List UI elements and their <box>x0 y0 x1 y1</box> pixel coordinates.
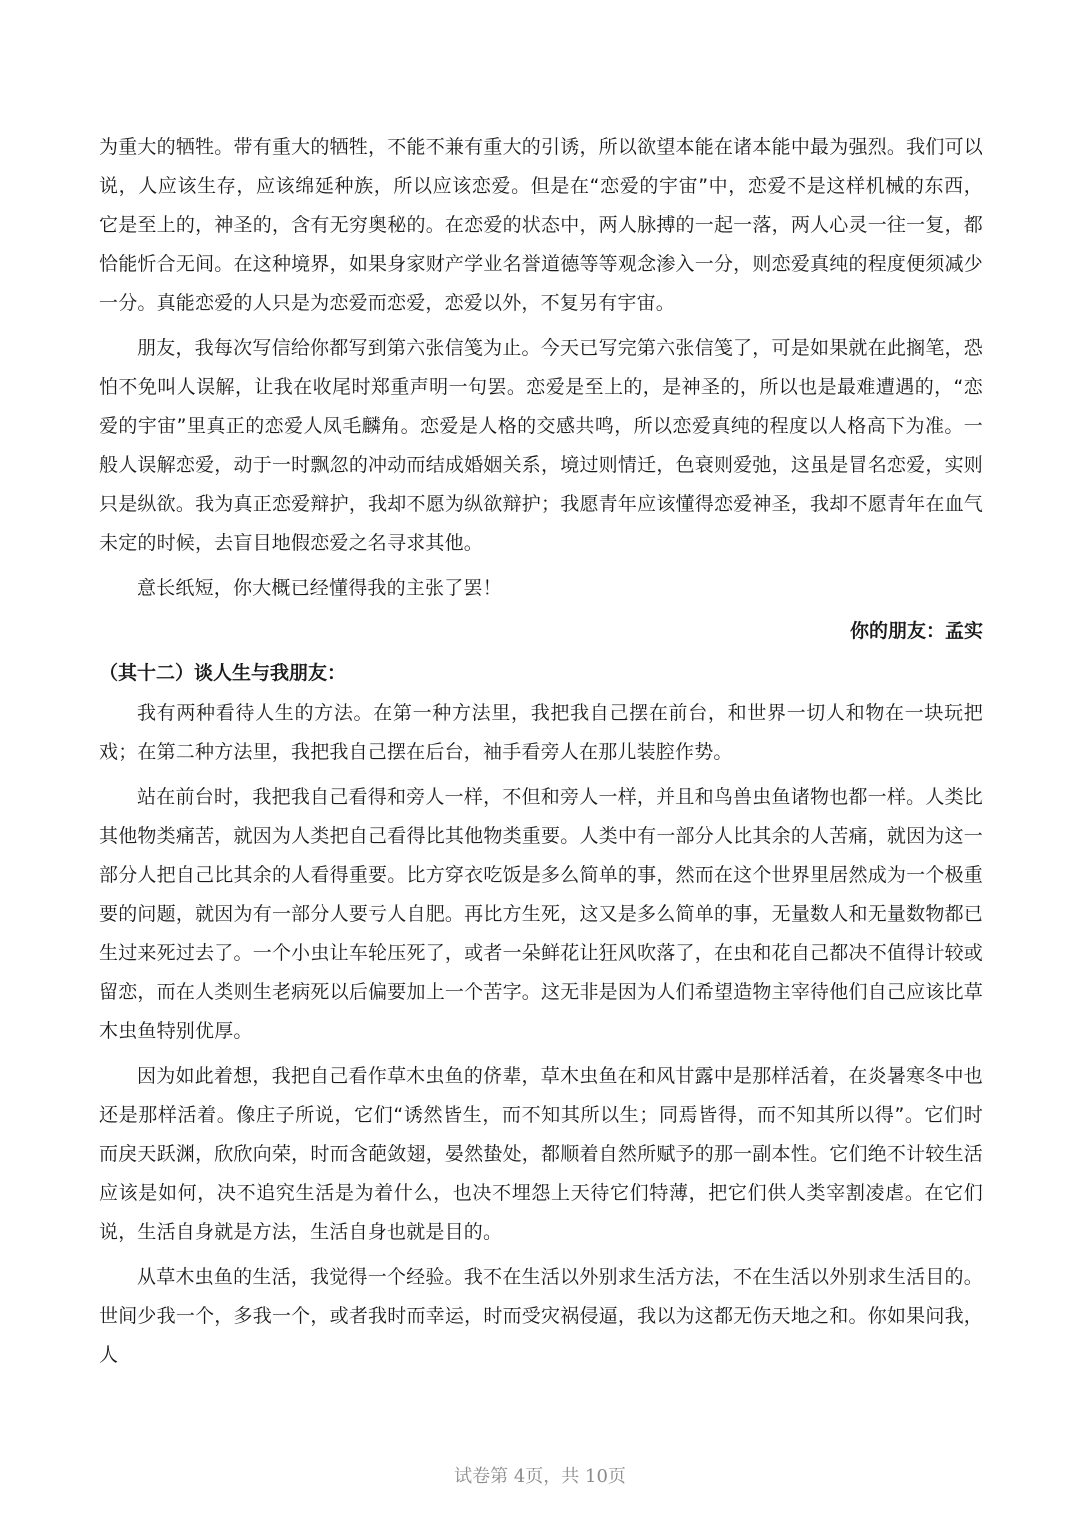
paragraph-4: 我有两种看待人生的方法。在第一种方法里，我把我自己摆在前台，和世界一切人和物在一块玩把戏；在第二种方法里，我把我自己摆在后台，袖手看旁人在那儿装腔作势。 <box>99 702 983 763</box>
paragraph-3: 意长纸短，你大概已经懂得我的主张了罢！ <box>137 577 502 599</box>
letter-signature: 你的朋友：孟实 <box>849 620 983 642</box>
paragraph-5: 站在前台时，我把我自己看得和旁人一样，不但和旁人一样，并且和鸟兽虫鱼诸物也都一样。人类比其他物类痛苦，就因为人类把自己看得比其他物类重要。人类中有一部分人比其余的人苦痛，就因为这一部分人把自己比其余的人看得重要。比方穿衣吃饭是多么简单的事，然而在这个世界里居然成为一个极重要的问题，就因为有一部分人要亏人自肥。再比方生死，这又是多么简单的事，无量数人和无量数物都已生过来死过去了。一个小虫让车轮压死了，或者一朵鲜花让狂风吹落了，在虫和花自己都决不值得计较或留恋，而在人类则生老病死以后偏要加上一个苦字。这无非是因为人们希望造物主宰待他们自己应该比草木虫鱼特别优厚。 <box>99 786 983 1042</box>
section-heading: （其十二）谈人生与我朋友： <box>99 662 347 684</box>
paragraph-2: 朋友，我每次写信给你都写到第六张信笺为止。今天已写完第六张信笺了，可是如果就在此搁笔，恐怕不免叫人误解，让我在收尾时郑重声明一句罢。恋爱是至上的，是神圣的，所以也是最难遭遇的，“恋爱的宇宙”里真正的恋爱人凤毛麟角。恋爱是人格的交感共鸣，所以恋爱真纯的程度以人格高下为准。一般人误解恋爱，动于一时飘忽的冲动而结成婚姻关系，境过则情迁，色衰则爱弛，这虽是冒名恋爱，实则只是纵欲。我为真正恋爱辩护，我却不愿为纵欲辩护；我愿青年应该懂得恋爱神圣，我却不愿青年在血气未定的时候，去盲目地假恋爱之名寻求其他。 <box>99 337 983 554</box>
paragraph-6: 因为如此着想，我把自己看作草木虫鱼的侪辈，草木虫鱼在和风甘露中是那样活着，在炎暑寒冬中也还是那样活着。像庄子所说，它们“诱然皆生，而不知其所以生；同焉皆得，而不知其所以得”。它们时而戾天跃渊，欣欣向荣，时而含葩敛翅，晏然蛰处，都顺着自然所赋予的那一副本性。它们绝不计较生活应该是如何，决不追究生活是为着什么，也决不埋怨上天待它们特薄，把它们供人类宰割凌虐。在它们说，生活自身就是方法，生活自身也就是目的。 <box>99 1065 983 1243</box>
page-footer: 试卷第 4页，共 10页 <box>454 1466 626 1487</box>
document-page <box>99 128 983 1375</box>
paragraph-1: 为重大的牺牲。带有重大的牺牲，不能不兼有重大的引诱，所以欲望本能在诸本能中最为强烈。我们可以说，人应该生存，应该绵延种族，所以应该恋爱。但是在“恋爱的宇宙”中，恋爱不是这样机械的东西，它是至上的，神圣的，含有无穷奥秘的。在恋爱的状态中，两人脉搏的一起一落，两人心灵一往一复，都恰能忻合无间。在这种境界，如果身家财产学业名誉道德等等观念渗入一分，则恋爱真纯的程度便须减少一分。真能恋爱的人只是为恋爱而恋爱，恋爱以外，不复另有宇宙。 <box>99 136 983 314</box>
paragraph-7: 从草木虫鱼的生活，我觉得一个经验。我不在生活以外别求生活方法，不在生活以外别求生活目的。世间少我一个，多我一个，或者我时而幸运，时而受灾祸侵逼，我以为这都无伤天地之和。你如果问我，人 <box>99 1266 983 1366</box>
